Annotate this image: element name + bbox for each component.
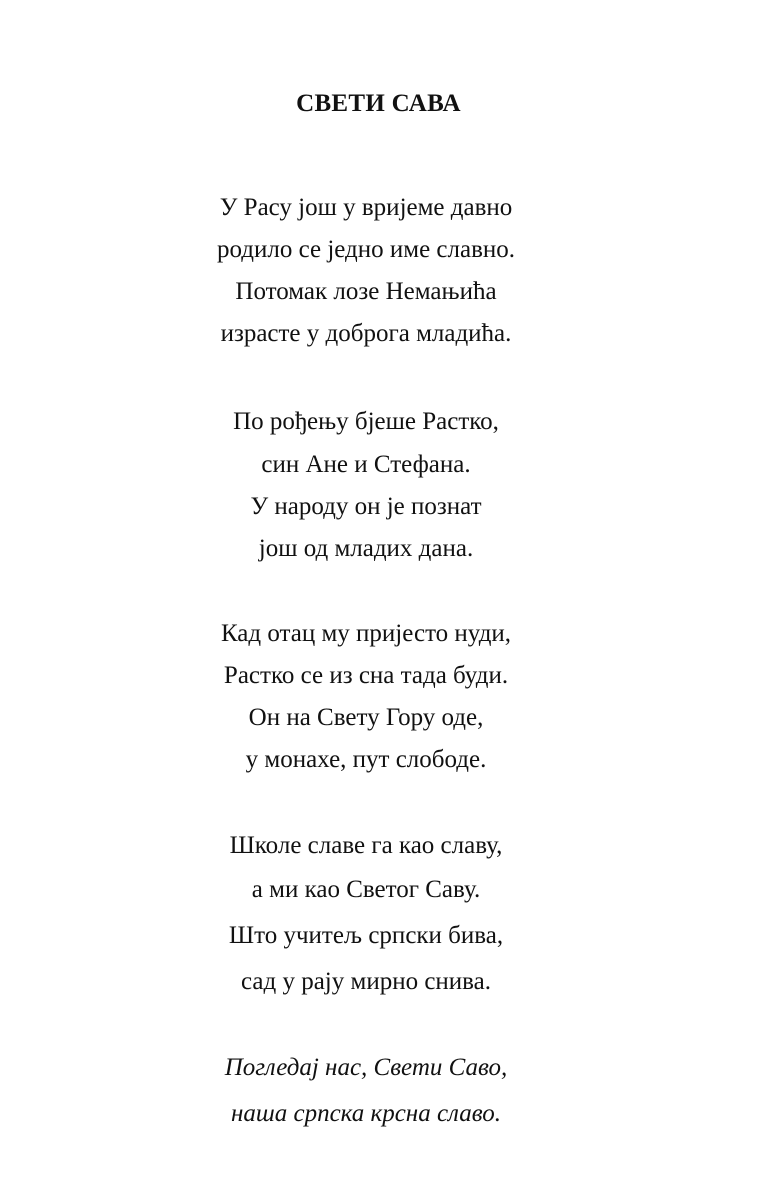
poem-line: још од младих дана. [258,535,474,562]
poem-line: Растко се из сна тада буди. [223,662,509,689]
poem-line: По рођењу бјеше Растко, [233,408,499,435]
poem-line: У народу он је познат [250,493,482,520]
poem-line: израсте у доброга младића. [220,320,512,347]
poem-refrain-line: наша српска крсна славо. [230,1100,502,1127]
poem-line: Он на Свету Гору оде, [248,704,484,731]
poem-refrain-line: Погледај нас, Свети Саво, [224,1054,508,1081]
poem-line: родило се једно име славно. [216,236,516,263]
poem-line: Што учитељ српски бива, [228,922,504,949]
poem-line: Школе славе га као славу, [229,832,503,859]
poem-line: Кад отац му пријесто нуди, [220,620,512,647]
poem-line: Потомак лозе Немањића [235,278,497,305]
poem-line: У Расу још у вријеме давно [219,194,513,221]
poem-title: СВЕТИ САВА [296,90,461,117]
poem-line: у монахе, пут слободе. [245,746,487,773]
poem-line: а ми као Светог Саву. [251,876,481,903]
poem-line: сад у рају мирно снива. [240,968,491,995]
poem-line: син Ане и Стефана. [261,451,471,478]
